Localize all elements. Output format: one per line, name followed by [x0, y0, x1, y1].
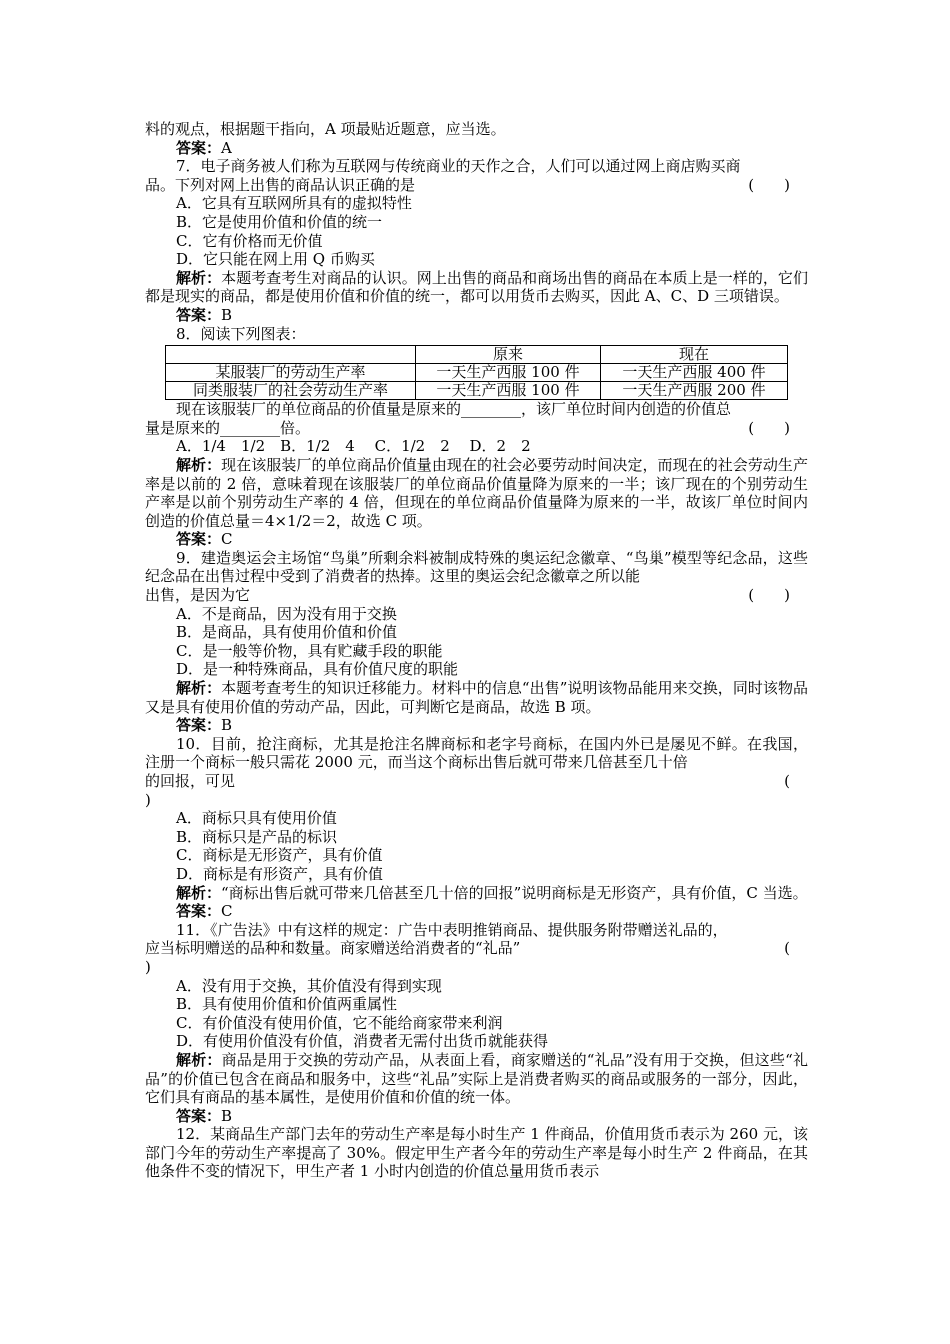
table-cell: 一天生产西服 100 件	[416, 382, 601, 400]
q11-stem-text: 应当标明赠送的品种和数量。商家赠送给消费者的“礼品”	[145, 939, 521, 958]
answer-label: 答案：	[176, 305, 222, 324]
answer-value: A	[221, 138, 232, 157]
answer-paren-close: )	[145, 957, 151, 976]
q9-answer	[145, 716, 808, 735]
q9-stem-text: 出售，是因为它	[145, 586, 251, 605]
q8-stem: 8．阅读下列图表：	[176, 324, 306, 343]
answer-value: B	[221, 716, 233, 735]
q8-table	[165, 345, 788, 400]
table-cell: 一天生产西服 200 件	[601, 382, 788, 400]
q7-stem-line1: 7．电子商务被人们称为互联网与传统商业的天作之合，人们可以通过网上商店购买商	[176, 157, 741, 176]
answer-value: B	[221, 1106, 233, 1125]
q8-question-line2	[145, 419, 808, 438]
q10-option-b: B．商标只是产品的标识	[176, 827, 338, 846]
table-header-row	[166, 346, 788, 364]
table-header-cell: 现在	[601, 346, 788, 364]
answer-label: 答案：	[176, 716, 222, 735]
q10-stem-text: 的回报，可见	[145, 772, 236, 790]
q9-option-c: C．是一般等价物，具有贮藏手段的职能	[176, 641, 443, 660]
q11-option-c: C．有价值没有使用价值，它不能给商家带来利润	[176, 1013, 503, 1032]
answer-value: C	[221, 530, 233, 549]
q10-answer	[145, 902, 808, 921]
q11-stem-line2	[145, 939, 808, 958]
answer-paren-close: )	[145, 790, 151, 809]
analysis-text: 本题考查考生的知识迁移能力。材料中的信息“出售”说明该物品能用来交换，同时该物品又是具有使用价值的劳动产品，因此，可判断它是商品，故选 B 项。	[145, 679, 808, 716]
q11-option-d: D．有使用价值没有价值，消费者无需付出货币就能获得	[176, 1032, 549, 1051]
answer-paren: ( )	[748, 175, 790, 194]
answer-label: 答案：	[176, 530, 222, 549]
table-cell: 一天生产西服 100 件	[416, 364, 601, 382]
table-cell: 同类服装厂的社会劳动生产率	[166, 382, 416, 400]
q7-option-b: B．它是使用价值和价值的统一	[176, 212, 383, 231]
analysis-text: 本题考查考生对商品的认识。网上出售的商品和商场出售的商品在本质上是一样的，它们都是现实的商品，都是使用价值和价值的统一，都可以用货币去购买，因此 A、C、D 三项错误。	[145, 268, 808, 306]
q7-answer	[145, 306, 808, 325]
analysis-text: “商标出售后就可带来几倍甚至几十倍的回报”说明商标是无形资产，具有价值，C 当选。	[221, 883, 808, 902]
q11-answer	[145, 1107, 808, 1126]
q11-option-b: B．具有使用价值和价值两重属性	[176, 995, 398, 1014]
answer-label: 答案：	[176, 1106, 222, 1125]
table-cell: 某服装厂的劳动生产率	[166, 364, 416, 382]
q12-stem: 12．某商品生产部门去年的劳动生产率是每小时生产 1 件商品，价值用货币表示为 260 元，该部门今年的劳动生产率提高了 30%。假定甲生产者今年的劳动生产率是每小时生产 2 件商品，在其他条件不变的情况下，甲生产者 1 小时内创造的价值总量用货币表示	[145, 1125, 808, 1181]
table-cell: 一天生产西服 400 件	[601, 364, 788, 382]
q6-analysis-continued: 料的观点，根据题干指向，A 项最贴近题意，应当选。	[145, 120, 506, 138]
q8-options: A．1/4 1/2 B．1/2 4 C．1/2 2 D．2 2	[176, 437, 531, 456]
answer-paren: ( )	[748, 586, 790, 605]
q11-analysis	[145, 1051, 808, 1107]
answer-paren: ( )	[748, 418, 790, 437]
q9-option-b: B．是商品，具有使用价值和价值	[176, 623, 398, 642]
answer-label: 答案：	[176, 902, 222, 921]
answer-paren-open: (	[784, 939, 790, 958]
q7-analysis	[145, 269, 808, 306]
q7-option-a: A．它具有互联网所具有的虚拟特性	[176, 194, 412, 213]
q8-analysis	[145, 456, 808, 530]
analysis-text: 商品是用于交换的劳动产品，从表面上看，商家赠送的“礼品”没有用于交换，但这些“礼品”的价值已包含在商品和服务中，这些“礼品”实际上是消费者购买的商品或服务的一部分，因此，它们具有商品的基本属性，是使用价值和价值的统一体。	[145, 1050, 808, 1107]
q9-stem-end	[145, 586, 808, 605]
analysis-label: 解析：	[176, 1050, 222, 1069]
analysis-label: 解析：	[176, 679, 222, 698]
q9-stem: 9．建造奥运会主场馆“鸟巢”所剩余料被制成特殊的奥运纪念徽章、“鸟巢”模型等纪念品，这些纪念品在出售过程中受到了消费者的热捧。这里的奥运会纪念徽章之所以能	[145, 548, 808, 586]
analysis-text: 现在该服装厂的单位商品价值量由现在的社会必要劳动时间决定，而现在的社会劳动生产率是以前的 2 倍，意味着现在该服装厂的单位商品价值量降为原来的一半；该厂现在的个别劳动生产率是以前个别劳动生产率的 4 倍，但现在的单位商品价值量降为原来的一半，故该厂单位时间内创造的价值总量＝4×1/2＝2，故选 C 项。	[145, 455, 808, 530]
q10-stem-end	[145, 772, 808, 791]
q9-option-d: D．是一种特殊商品，具有价值尺度的职能	[176, 660, 459, 679]
table-row	[166, 364, 788, 382]
table-header-cell: 原来	[416, 346, 601, 364]
analysis-label: 解析：	[176, 455, 222, 474]
analysis-label: 解析：	[176, 268, 222, 287]
answer-value: C	[221, 902, 233, 921]
q6-answer	[145, 139, 808, 158]
q8-question-line1: 现在该服装厂的单位商品的价值量是原来的________，该厂单位时间内创造的价值总	[176, 400, 732, 419]
q10-option-d: D．商标是有形资产，具有价值	[176, 864, 384, 883]
q11-option-a: A．没有用于交换，其价值没有得到实现	[176, 976, 442, 995]
q10-stem: 10．目前，抢注商标，尤其是抢注名牌商标和老字号商标，在国内外已是屡见不鲜。在我国，注册一个商标一般只需花 2000 元，而当这个商标出售后就可带来几倍甚至几十倍	[145, 734, 808, 772]
q8-question-text: 量是原来的________倍。	[145, 418, 311, 437]
q11-stem-line1: 11．《广告法》中有这样的规定：广告中表明推销商品、提供服务附带赠送礼品的，	[176, 920, 728, 939]
q7-stem-text: 品。下列对网上出售的商品认识正确的是	[145, 175, 416, 194]
answer-paren-open: (	[784, 772, 790, 790]
q7-stem-line2	[145, 176, 808, 195]
document-page	[145, 120, 808, 1181]
q7-option-d: D．它只能在网上用 Q 币购买	[176, 250, 375, 269]
table-header-cell	[166, 346, 416, 364]
analysis-label: 解析：	[176, 883, 222, 902]
q8-answer	[145, 530, 808, 549]
q7-option-c: C．它有价格而无价值	[176, 231, 323, 250]
answer-label: 答案：	[176, 138, 222, 157]
q10-option-c: C．商标是无形资产，具有价值	[176, 846, 383, 865]
q10-analysis	[145, 884, 808, 903]
q9-option-a: A．不是商品，因为没有用于交换	[176, 604, 397, 623]
answer-value: B	[221, 305, 233, 324]
q10-option-a: A．商标只具有使用价值	[176, 809, 337, 828]
q9-analysis	[145, 679, 808, 716]
table-row	[166, 382, 788, 400]
